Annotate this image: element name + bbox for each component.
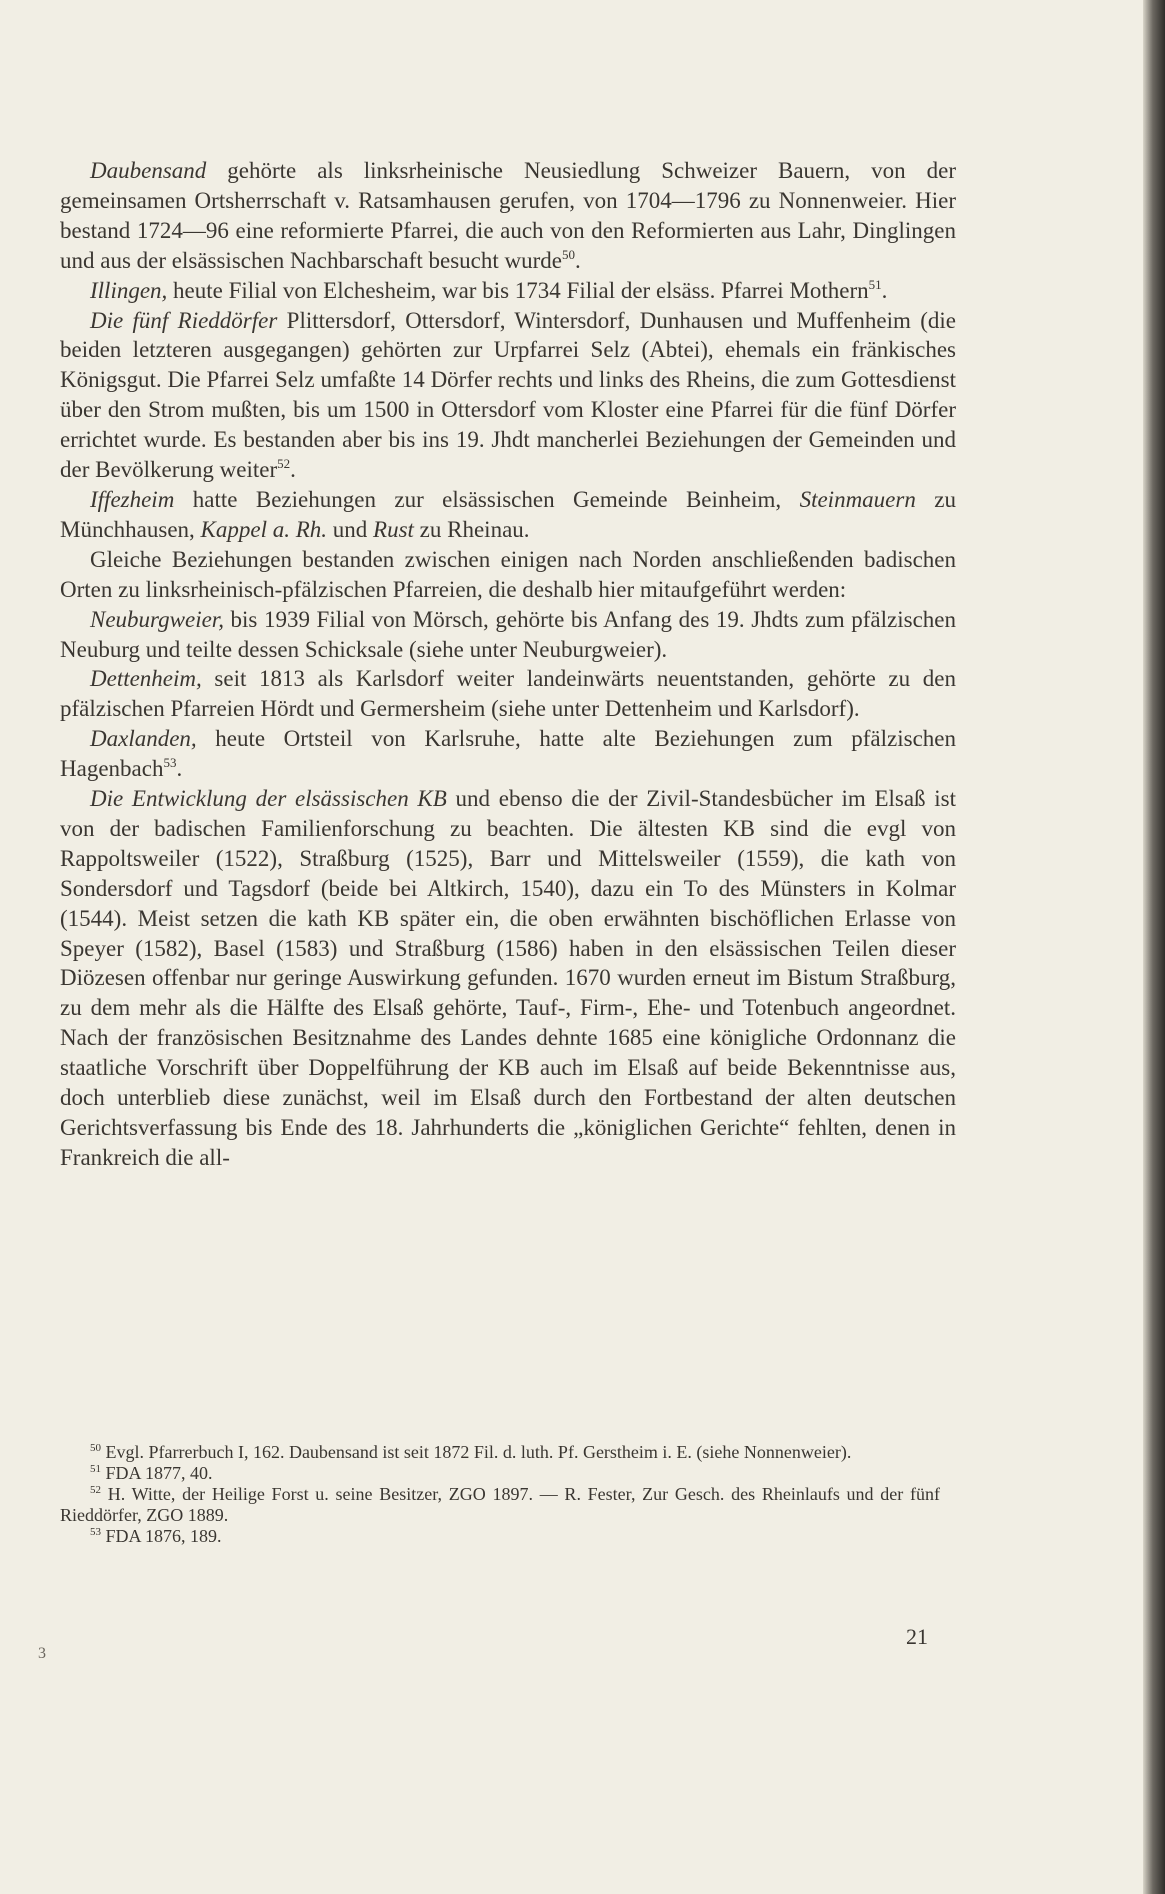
- place-name: Dettenheim,: [90, 666, 202, 692]
- footnote-51: $^{51}$ FDA 1877, 40.: [90, 1463, 213, 1483]
- place-name: Iffezheim: [90, 486, 175, 512]
- place-name: Neuburgweier,: [90, 606, 224, 632]
- paragraph-rieddoerfer: Die fünf Rieddörfer Plittersdorf, Ottersdorf, Wintersdorf, Dunhausen und Muffenheim (die beiden letzteren ausgegangen) gehörten zur Urpfarrei Selz (Abtei), ehemals ein fränkisches Königsgut. Die Pfarrei Selz umfaßte 14 Dörfer rechts und links des Rheins, die zum Gottesdienst über den Strom mußten, bis um 1500 in Ottersdorf vom Kloster eine Pfarrei für die fünf Dörfer errichtet wurde. Es bestanden aber bis ins 19. Jhdt mancherlei Beziehungen der Gemeinden und der Bevölkerung weiter$^{52}$.: [60, 307, 956, 483]
- footnote-ref[interactable]: 50: [562, 246, 575, 262]
- signature-mark: 3: [38, 1645, 46, 1662]
- footnote-53: $^{53}$ FDA 1876, 189.: [90, 1526, 222, 1546]
- paragraph-daxlanden: Daxlanden, heute Ortsteil von Karlsruhe, hatte alte Beziehungen zum pfälzischen Hagenbach$^{53}$.: [60, 726, 956, 782]
- place-name: Steinmauern: [799, 486, 916, 512]
- paragraph-dettenheim: Dettenheim, seit 1813 als Karlsdorf weiter landeinwärts neuentstanden, gehörte zu den pfälzischen Pfarreien Hördt und Germersheim (siehe unter Dettenheim und Karlsdorf).: [60, 666, 956, 722]
- place-name: Kappel a. Rh.: [200, 516, 328, 542]
- place-name: Illingen,: [90, 277, 168, 303]
- footnote-ref[interactable]: 53: [163, 755, 177, 771]
- paragraph-iffezheim: Iffezheim hatte Beziehungen zur elsässischen Gemeinde Beinheim, Steinmauern zu Münchhausen, Kappel a. Rh. und Rust zu Rheinau.: [60, 486, 956, 542]
- footnote-52: $^{52}$ H. Witte, der Heilige Forst u. seine Besitzer, ZGO 1897. — R. Fester, Zur Gesch. des Rheinlaufs und der fünf Rieddörfer, ZGO 1889.: [60, 1484, 940, 1525]
- page-number: 21: [906, 1624, 928, 1649]
- footnote-ref[interactable]: 51: [868, 276, 882, 292]
- main-text: [60, 156, 956, 1173]
- paragraph-gleiche-beziehungen: Gleiche Beziehungen bestanden zwischen einigen nach Norden anschließenden badischen Orten zu linksrheinisch-pfälzischen Pfarreien, die deshalb hier mitaufgeführt werden:: [60, 546, 956, 602]
- place-name: Daxlanden,: [90, 726, 197, 752]
- paragraph-daubensand: Daubensand gehörte als linksrheinische Neusiedlung Schweizer Bauern, von der gemeinsamen Ortsherrschaft v. Ratsamhausen gerufen, von 1704—1796 zu Nonnenweier. Hier bestand 1724—96 eine reformierte Pfarrei, die auch von den Reformierten aus Lahr, Dinglingen und aus der elsässischen Nachbarschaft besucht wurde$^{50}$.: [60, 158, 956, 273]
- place-name: Rust: [373, 516, 414, 542]
- paragraph-illingen: Illingen, heute Filial von Elchesheim, war bis 1734 Filial der elsäss. Pfarrei Mothern$^{51}$.: [90, 276, 888, 303]
- paragraph-entwicklung-kb: Die Entwicklung der elsässischen KB und ebenso die der Zivil-Standesbücher im Elsaß ist von der badischen Familienforschung zu beachten. Die ältesten KB sind die evgl von Rappoltsweiler (1522), Straßburg (1525), Barr und Mittelsweiler (1559), die kath von Sondersdorf und Tagsdorf (beide bei Altkirch, 1540), dazu ein To des Münsters in Kolmar (1544). Meist setzen die kath KB später ein, die oben erwähnten bischöflichen Erlasse von Speyer (1582), Basel (1583) und Straßburg (1586) haben in den elsässischen Teilen dieser Diözesen offenbar nur geringe Auswirkung gefunden. 1670 wurden erneut im Bistum Straßburg, zu dem mehr als die Hälfte des Elsaß gehörte, Tauf-, Firm-, Ehe- und Totenbuch angeordnet. Nach der französischen Besitznahme des Landes dehnte 1685 eine königliche Ordonnanz die staatliche Vorschrift über Doppelführung der KB auch im Elsaß auf beide Bekenntnisse aus, doch unterblieb diese zunächst, weil im Elsaß durch den Fortbestand der alten deutschen Gerichtsverfassung bis Ende des 18. Jahrhunderts die „königlichen Gerichte“ fehlten, denen in Frankreich die all-: [60, 786, 956, 1170]
- section-lead: Die Entwicklung der elsässischen KB: [90, 786, 447, 812]
- page-edge-shadow: [1143, 0, 1165, 1894]
- footnote-ref[interactable]: 52: [277, 456, 291, 472]
- place-name: Die fünf Rieddörfer: [90, 307, 278, 333]
- place-name: Daubensand: [90, 158, 207, 183]
- footnote-50: $^{50}$ Evgl. Pfarrerbuch I, 162. Daubensand ist seit 1872 Fil. d. luth. Pf. Gerstheim i. E. (siehe Nonnenweier).: [90, 1442, 852, 1462]
- footnotes: [60, 1442, 940, 1547]
- paragraph-neuburgweier: Neuburgweier, bis 1939 Filial von Mörsch, gehörte bis Anfang des 19. Jhdts zum pfälzischen Neuburg und teilte dessen Schicksale (siehe unter Neuburgweier).: [60, 606, 956, 662]
